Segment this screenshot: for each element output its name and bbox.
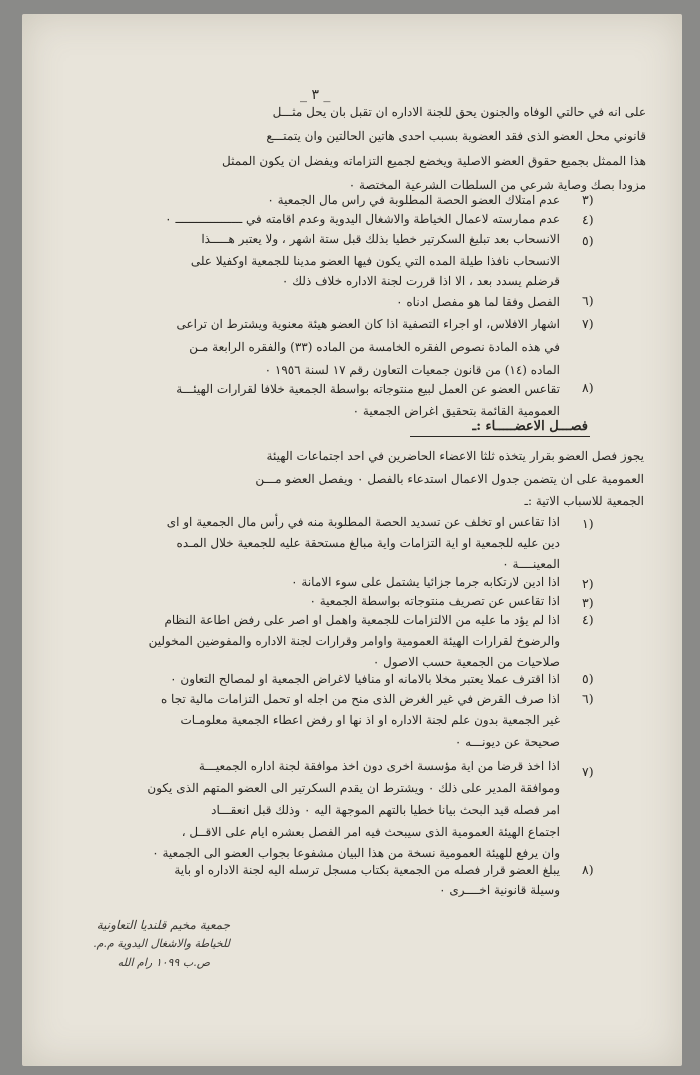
list2-item-7-line-1: اذا اخذ قرضا من اية مؤسسة اخرى دون اخذ موافقة لجنة اداره الجمعيـــة xyxy=(198,759,560,773)
stamp-line-3: ص.ب ١٠٩٩ رام الله xyxy=(117,956,210,969)
para1-line-4: مزودا بصك وصاية شرعي من السلطات الشرعية المختصة ٠ xyxy=(348,178,646,192)
list2-item-5: اذا اقترف عملا يعتبر مخلا بالامانه او منافيا لاغراض الجمعية او لمصالح التعاون ٠ xyxy=(170,672,560,686)
list2-item-7-line-5: وان يرفع للهيئة العمومية نسخة من هذا البيان مشفوعا بجواب العضو الى الجمعية ٠ xyxy=(152,846,560,860)
list1-num-3: ٣) xyxy=(582,192,594,207)
list2-item-7-line-4: اجتماع الهيئة العمومية الذى سيبحث فيه امر الفصل بعشره ايام على الاقــل ، xyxy=(181,825,560,839)
list1-num-4: ٤) xyxy=(582,212,594,227)
list2-item-3: اذا تقاعس عن تصريف منتوجاته بواسطة الجمعية ٠ xyxy=(309,594,560,608)
list2-item-4-line-1: اذا لم يؤد ما عليه من الالتزامات للجمعية واهمل او اصر على رفض اطاعة النظام xyxy=(164,613,560,627)
para2-line-2: العمومية على ان يتضمن جدول الاعمال استدعاء بالفصل ٠ ويفصل العضو مـــن xyxy=(255,472,644,486)
list2-item-1-line-1: اذا تقاعس او تخلف عن تسديد الحصة المطلوبة منه في رأس مال الجمعية او اى xyxy=(166,515,560,529)
list2-num-6: ٦) xyxy=(582,691,594,706)
list2-item-7-line-3: امر فصله قيد البحث بيانا خطيا بالتهم الموجهة اليه ٠ وذلك قبل انعقـــاد xyxy=(211,803,560,817)
list2-item-1-line-3: المعينــــة ٠ xyxy=(502,557,560,571)
list1-item-8-line-1: تقاعس العضو عن العمل لبيع منتوجاته بواسطة الجمعية خلافا لقرارات الهيئـــة xyxy=(176,382,560,396)
list1-item-5-line-3: قرضلم يسدد بعد ، الا اذا قررت لجنة الاداره خلاف ذلك ٠ xyxy=(281,274,560,288)
list2-num-1: ١) xyxy=(582,516,594,531)
list2-item-2: اذا ادين لارتكابه جرما جزائيا يشتمل على سوء الامانة ٠ xyxy=(291,575,560,589)
para1-line-3: هذا الممثل بجميع حقوق العضو الاصلية ويخضع لجميع التزاماته ويفضل ان يكون الممثل xyxy=(222,154,646,168)
page-number: _ ٣ _ xyxy=(300,87,331,103)
list2-item-6-line-2: غير الجمعية بدون علم لجنة الاداره او اذ نها او رفض اعطاء الجمعية معلومـات xyxy=(180,713,560,727)
list2-item-4-line-3: صلاحيات من الجمعية حسب الاصول ٠ xyxy=(372,655,560,669)
list2-item-6-line-3: صحيحة عن ديونـــه ٠ xyxy=(454,735,560,749)
list2-item-6-line-1: اذا صرف القرض في غير الغرض الذى منح من اجله او تحمل التزامات مالية تجا ه xyxy=(160,692,560,706)
list1-item-4: عدم ممارسته لاعمال الخياطة والاشغال اليدوية وعدم اقامته في ـــــــــــــــــــ ٠ xyxy=(165,212,560,226)
list2-item-1-line-2: دين عليه للجمعية او اية التزامات واية مبالغ مستحقة عليه للجمعية خلال المـده xyxy=(176,536,560,550)
list1-item-5-line-2: الانسحاب نافذا طيلة المده التي يكون فيها العضو مدينا للجمعية اوكفيلا على xyxy=(190,254,560,268)
list1-num-5: ٥) xyxy=(582,233,594,248)
list1-item-3: عدم امتلاك العضو الحصة المطلوبة في راس مال الجمعية ٠ xyxy=(267,193,560,207)
list2-item-8-line-2: وسيلة قانونية اخــــرى ٠ xyxy=(439,883,560,897)
list2-item-7-line-2: وموافقة المدير على ذلك ٠ ويشترط ان يقدم السكرتير الى العضو المتهم الذى يكون xyxy=(147,781,560,795)
stamp-line-1: جمعية مخيم قلنديا التعاونية xyxy=(96,918,230,932)
list2-num-4: ٤) xyxy=(582,612,594,627)
list2-num-8: ٨) xyxy=(582,862,594,877)
list1-item-7-line-3: الماده (١٤) من قانون جمعيات التعاون رقم ١٧ لسنة ١٩٥٦ ٠ xyxy=(264,363,560,377)
section-heading: فصـــل الاعضـــــاء :ـ xyxy=(472,419,588,434)
list2-item-8-line-1: يبلغ العضو قرار فصله من الجمعية بكتاب مسجل ترسله اليه لجنة الاداره او باية xyxy=(174,863,560,877)
list1-num-8: ٨) xyxy=(582,380,594,395)
list1-item-6: الفصل وفقا لما هو مفصل ادناه ٠ xyxy=(396,295,560,309)
list1-item-7-line-1: اشهار الافلاس، او اجراء التصفية اذا كان العضو هيئة معنوية ويشترط ان تراعى xyxy=(176,317,560,331)
list1-item-8-line-2: العمومية القائمة بتحقيق اغراض الجمعية ٠ xyxy=(352,404,560,418)
para1-line-1: على انه في حالتي الوفاه والجنون يحق للجنة الاداره ان تقبل بان يحل مثـــل xyxy=(272,105,646,119)
list2-num-7: ٧) xyxy=(582,764,594,779)
list1-num-6: ٦) xyxy=(582,293,594,308)
list1-item-7-line-2: في هذه المادة نصوص الفقره الخامسة من الماده (٣٣) والفقره الرابعة مـن xyxy=(189,340,560,354)
stamp-line-2: للخياطة والاشغال اليدوية م.م. xyxy=(93,937,230,950)
list2-num-2: ٢) xyxy=(582,576,594,591)
list2-num-5: ٥) xyxy=(582,671,594,686)
list1-num-7: ٧) xyxy=(582,316,594,331)
para1-line-2: قانوني محل العضو الذى فقد العضوية بسبب احدى هاتين الحالتين وان يتمتـــع xyxy=(266,129,646,143)
para2-line-1: يجوز فصل العضو بقرار يتخذه ثلثا الاعضاء الحاضرين في احد اجتماعات الهيئة xyxy=(266,449,644,463)
list2-item-4-line-2: والرضوخ لقرارات الهيئة العمومية واوامر وقرارات لجنة الاداره والمفوضين المخولين xyxy=(148,634,560,648)
list1-item-5-line-1: الانسحاب بعد تبليغ السكرتير خطيا بذلك قبل ستة اشهر ، ولا يعتبر هـــــذا xyxy=(201,232,560,246)
list2-num-3: ٣) xyxy=(582,595,594,610)
para2-line-3: الجمعية للاسباب الاتية :ـ xyxy=(524,494,644,508)
heading-underline xyxy=(410,436,590,437)
